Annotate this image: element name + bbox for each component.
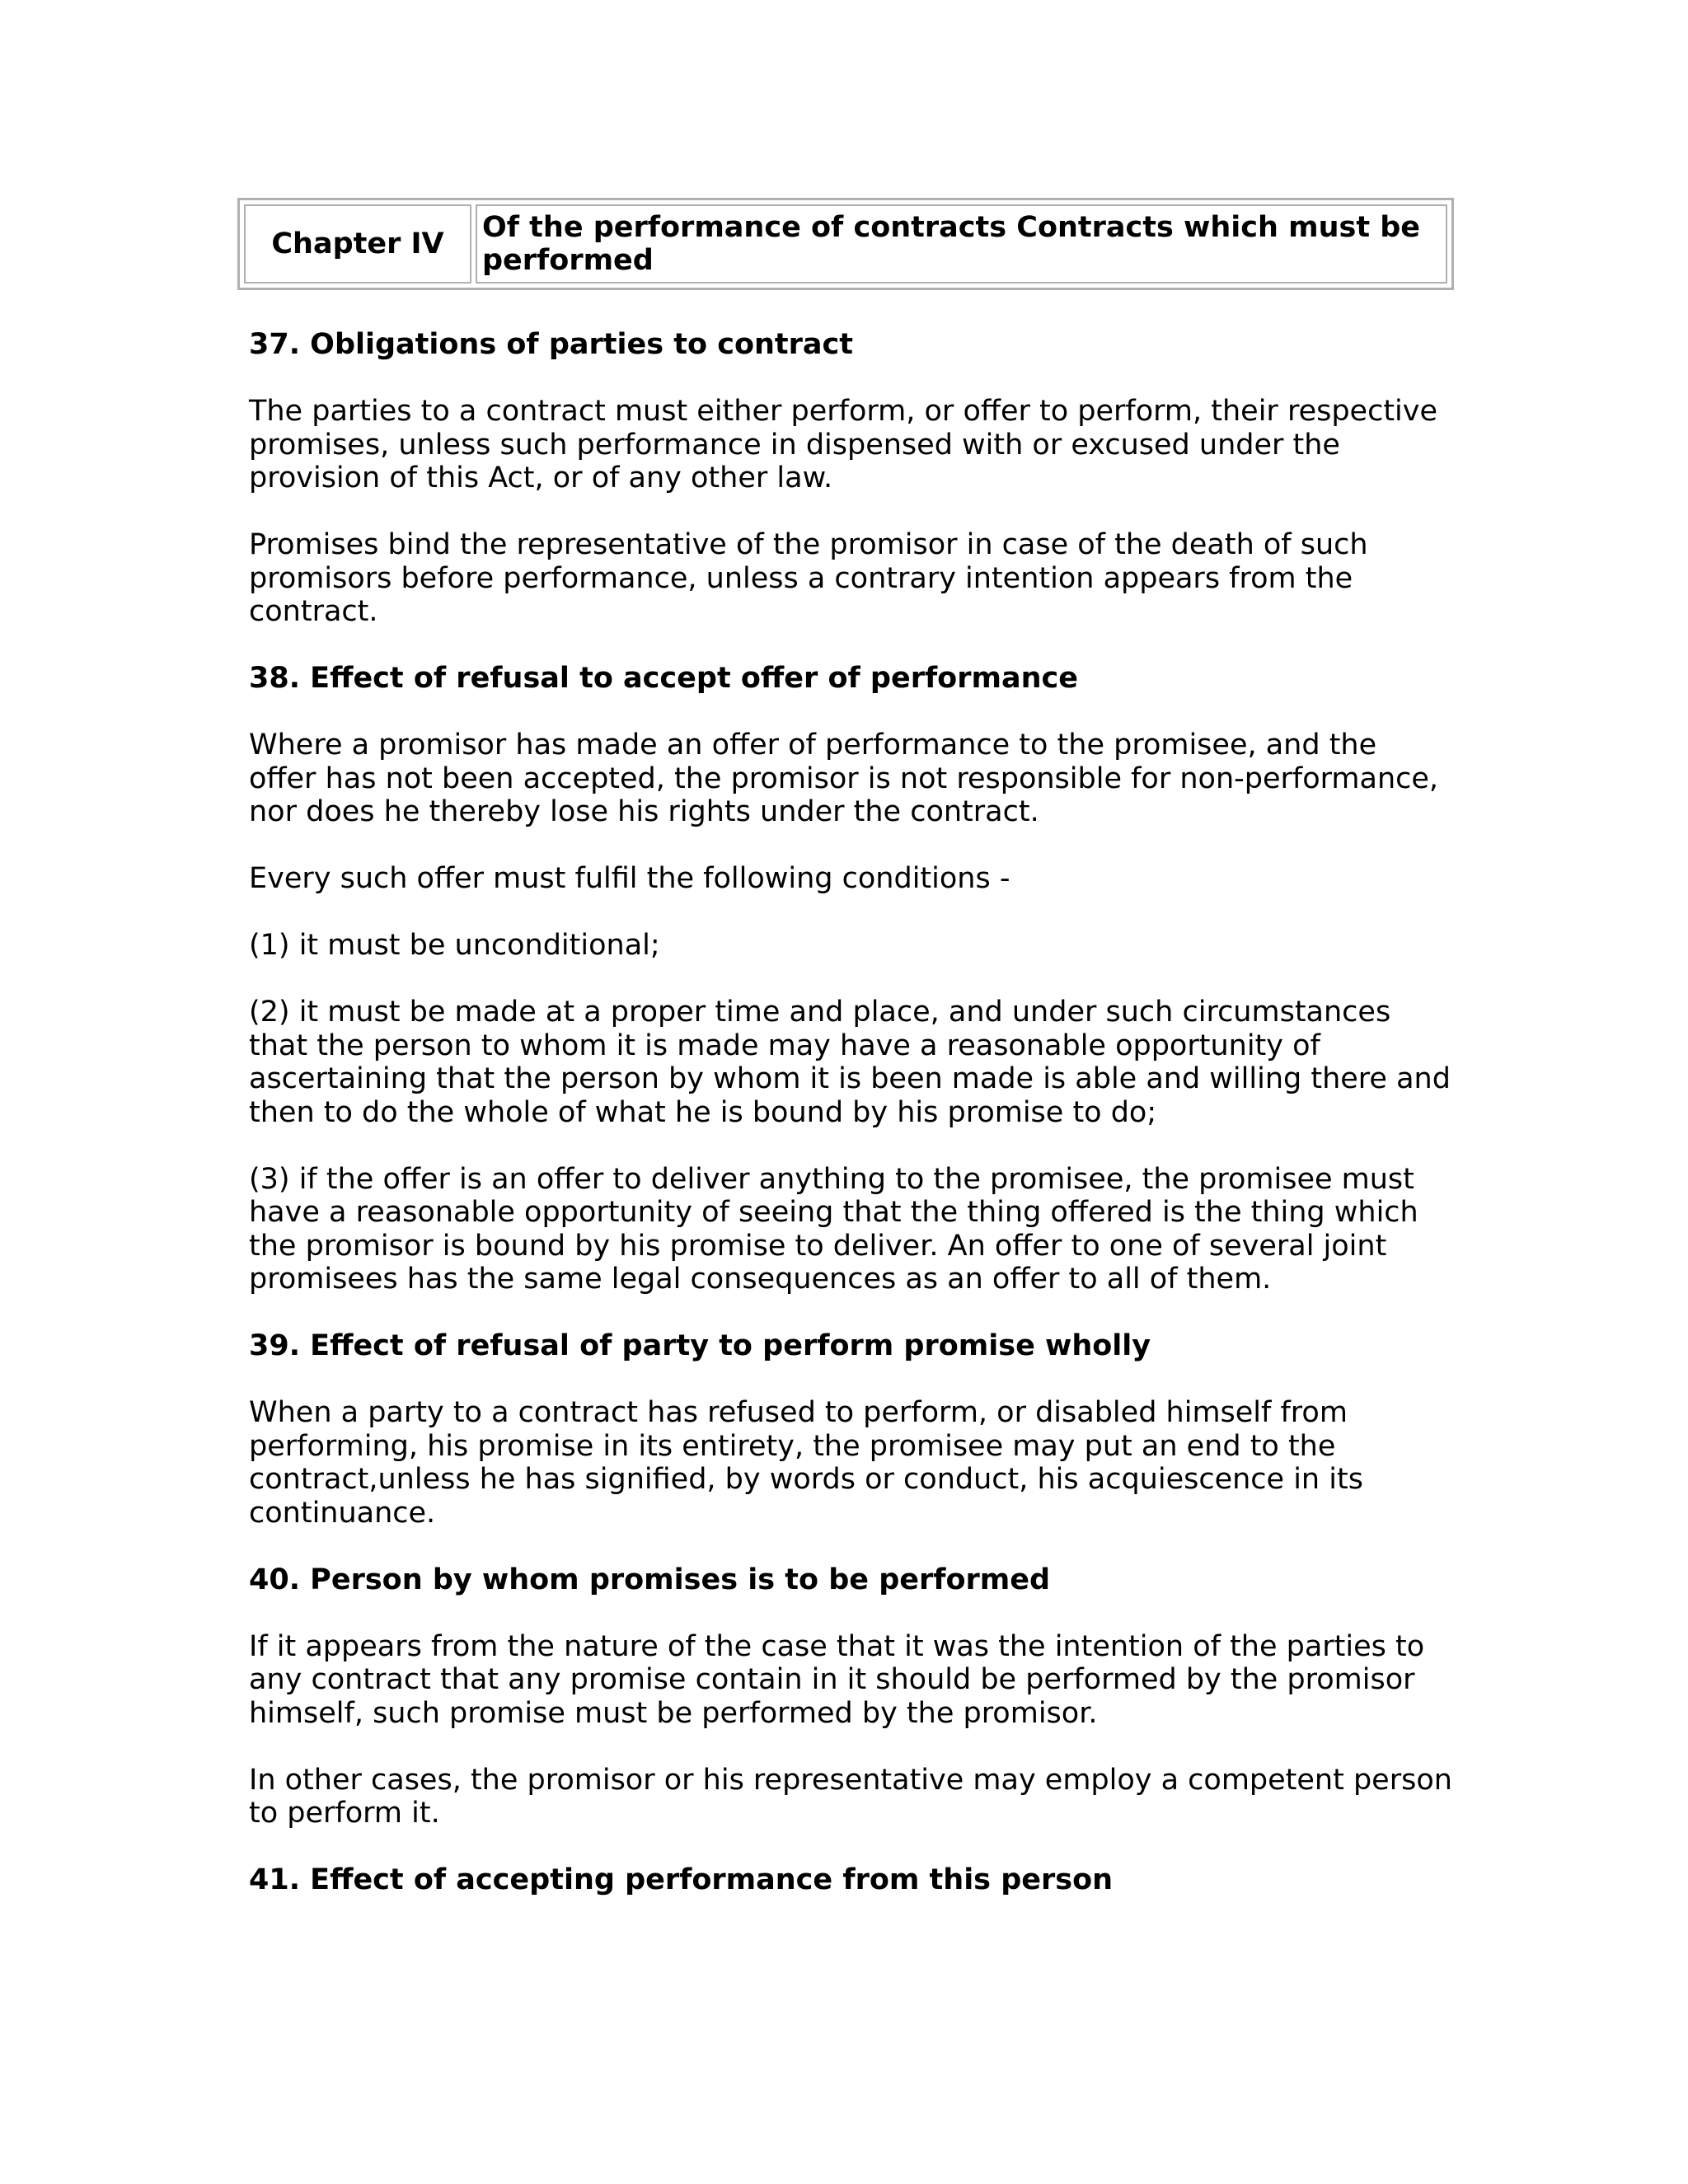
section-40-paragraph-2: In other cases, the promisor or his representative may employ a competent person to perform it. <box>249 1763 1452 1830</box>
section-38-heading: 38. Effect of refusal to accept offer of performance <box>249 662 1078 695</box>
section-38-condition-3: (3) if the offer is an offer to deliver anything to the promisee, the promisee must have a reasonable opportunity of seeing that the thing offered is the thing which the promisor is bound by his promise to deliver. An offer to one of several joint promisees has the same legal consequences as an offer to all of them. <box>249 1162 1418 1296</box>
section-40-paragraph-1: If it appears from the nature of the case that it was the intention of the parties to any contract that any promise contain in it should be performed by the promisor himself, such promise must be performed by the promisor. <box>249 1629 1425 1730</box>
section-38-paragraph-1: Where a promisor has made an offer of performance to the promisee, and the offer has not been accepted, the promisor is not responsible for non-performance, nor does he thereby lose his rights under the contract. <box>249 729 1439 828</box>
section-37-heading: 37. Obligations of parties to contract <box>249 328 854 361</box>
section-39-heading: 39. Effect of refusal of party to perform promise wholly <box>249 1329 1151 1362</box>
section-37-paragraph-1: The parties to a contract must either perform, or offer to perform, their respective promises, unless such performance in dispensed with or excused under the provision of this Act, or of any other law. <box>249 395 1438 494</box>
chapter-header-table <box>237 198 1454 290</box>
section-38-paragraph-2: Every such offer must fulfil the following conditions - <box>249 862 1010 895</box>
chapter-header-row <box>244 204 1447 284</box>
section-39-paragraph-1: When a party to a contract has refused to perform, or disabled himself from performing, his promise in its entirety, the promisee may put an end to the contract,unless he has signified, by words or conduct, his acquiescence in its continuance. <box>249 1396 1363 1530</box>
section-41-heading: 41. Effect of accepting performance from this person <box>249 1863 1114 1896</box>
section-38-condition-2: (2) it must be made at a proper time and place, and under such circumstances that the person to whom it is made may have a reasonable opportunity of ascertaining that the person by whom it is been made is able and willing there and then to do the whole of what he is bound by his promise to do; <box>249 996 1451 1129</box>
chapter-label: Chapter IV <box>244 204 471 284</box>
document-body <box>249 328 1452 1897</box>
chapter-title: Of the performance of contracts Contracts which must be performed <box>476 204 1447 284</box>
section-40-heading: 40. Person by whom promises is to be performed <box>249 1563 1051 1596</box>
section-37-paragraph-2: Promises bind the representative of the promisor in case of the death of such promisors before performance, unless a contrary intention appears from the contract. <box>249 528 1368 628</box>
section-38-condition-1: (1) it must be unconditional; <box>249 929 660 962</box>
